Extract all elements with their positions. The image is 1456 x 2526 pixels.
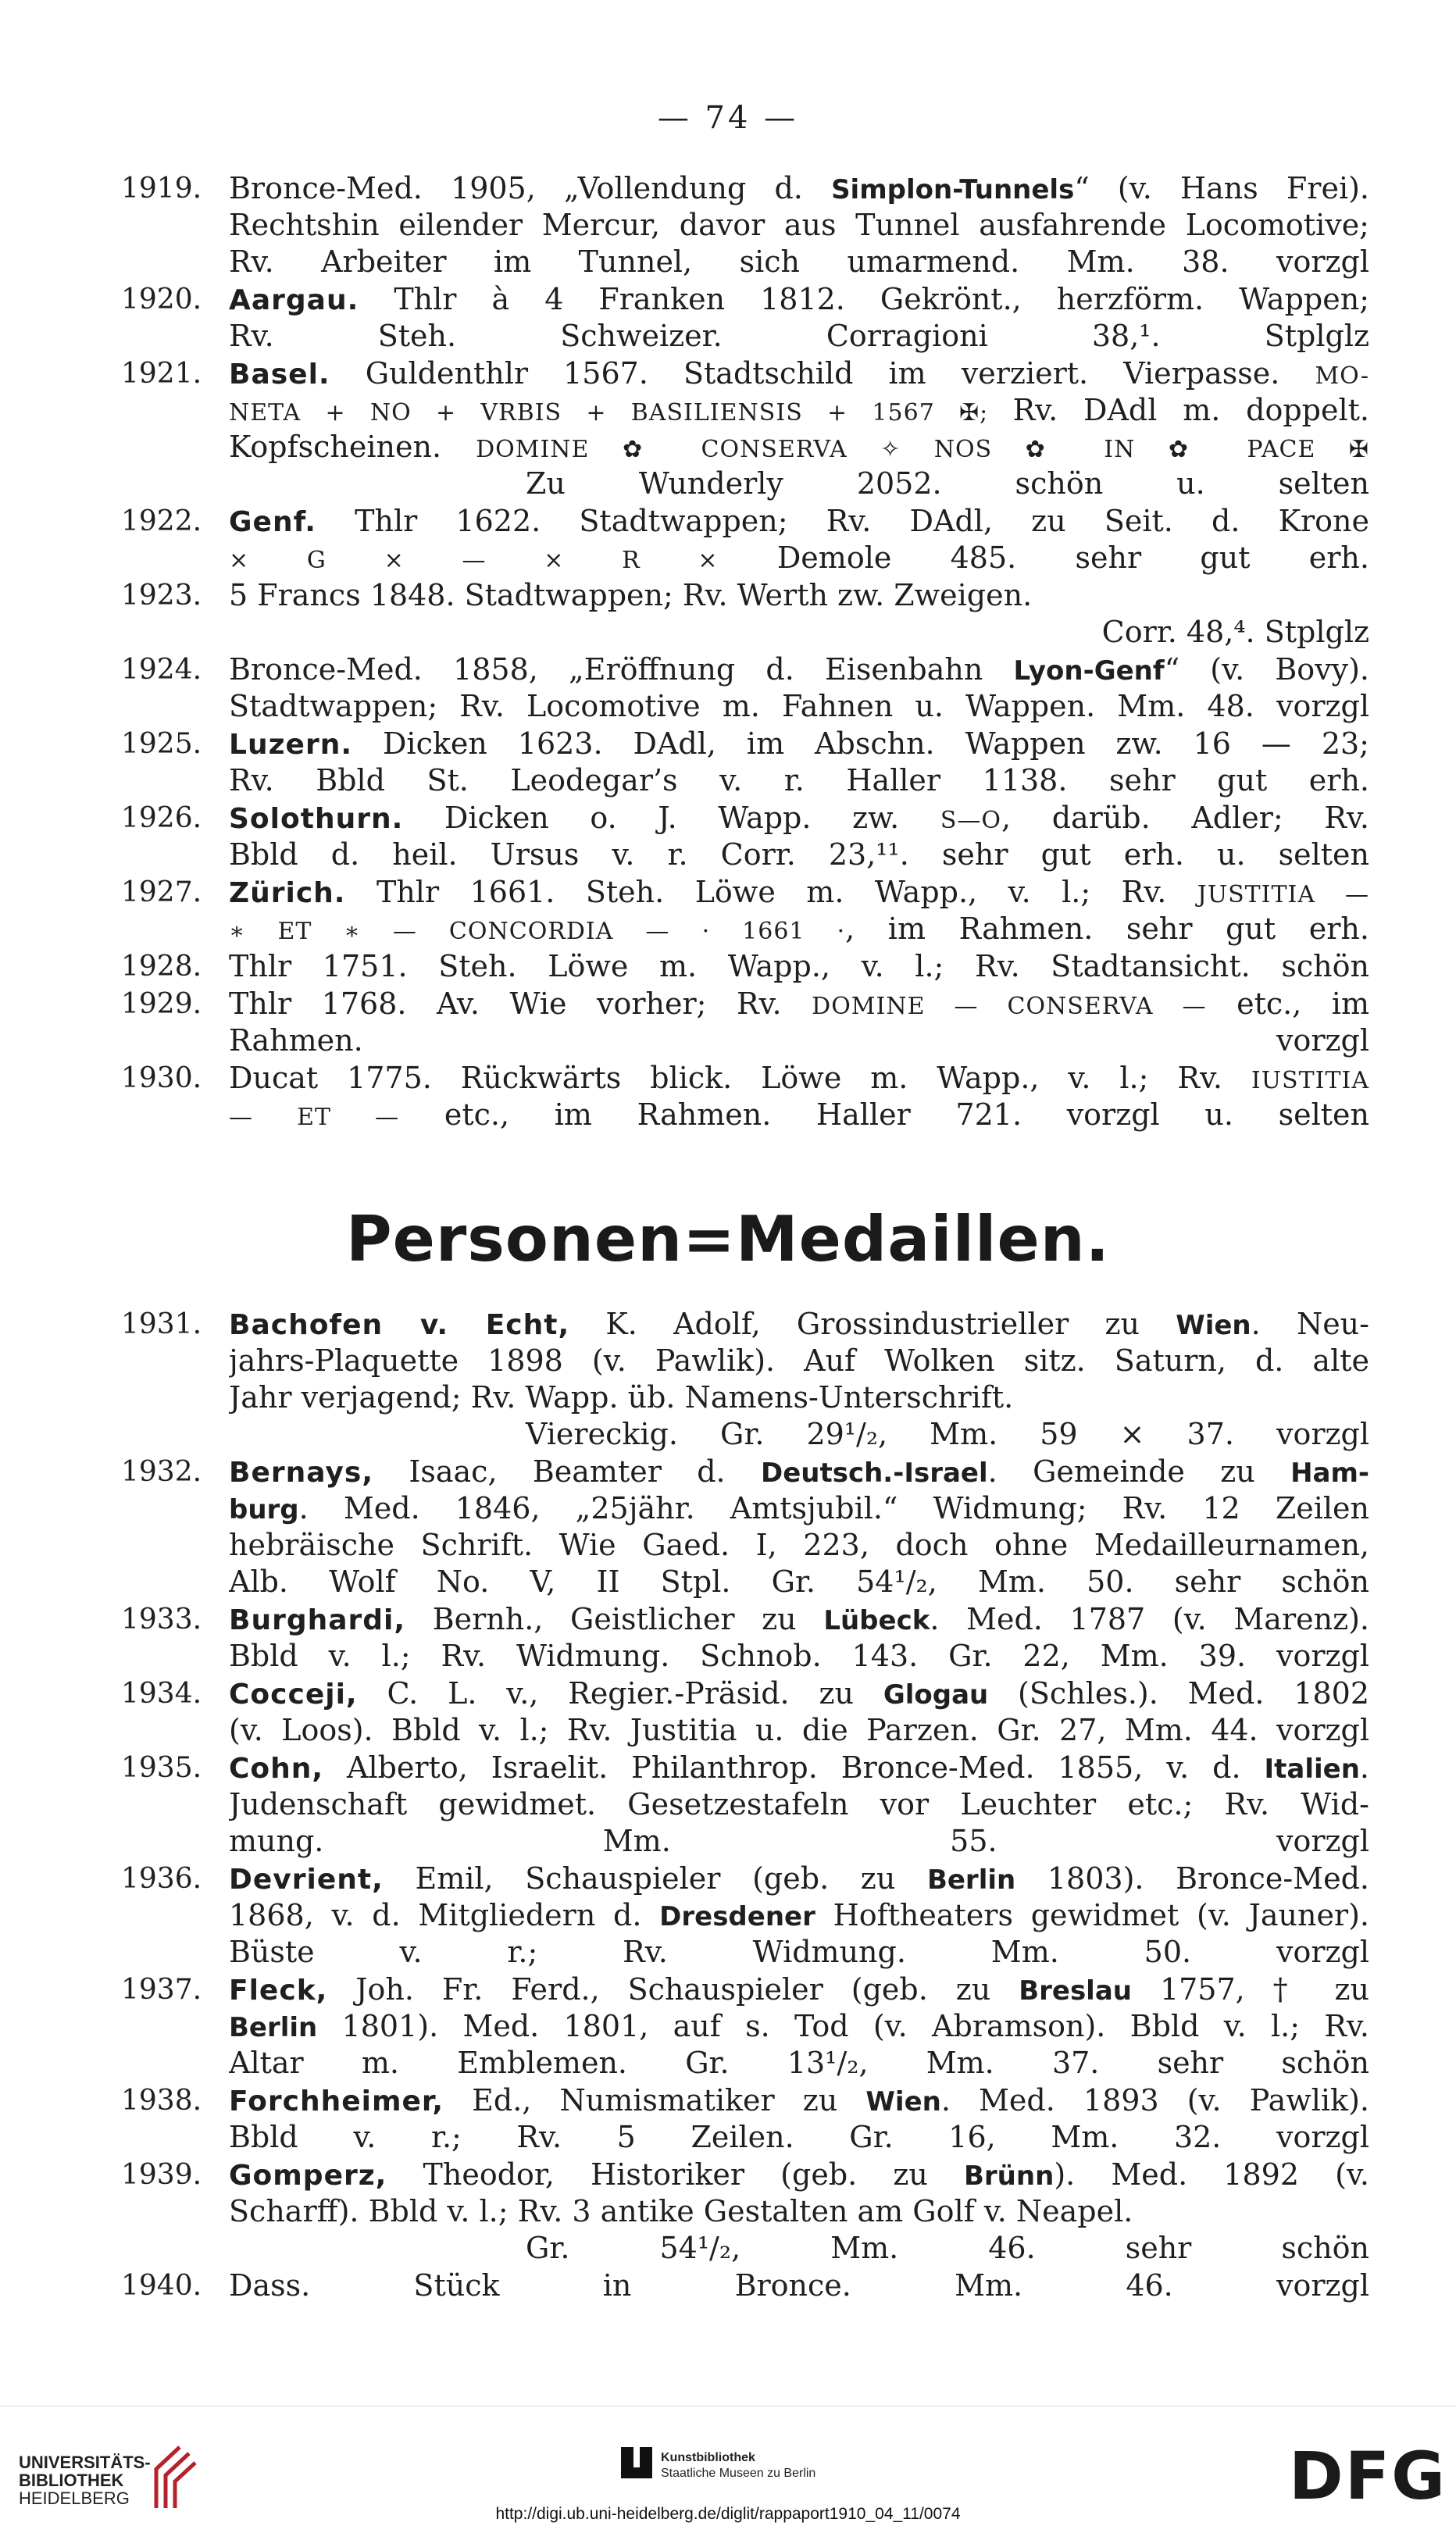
entry-segment: , darüb. Adler; Rv. — [1001, 801, 1369, 835]
entry-line — [229, 2267, 1369, 2304]
entry-number: 1924. — [121, 654, 202, 686]
entry-segment: Kopfscheinen. — [229, 430, 476, 464]
entry-number: 1932. — [121, 1456, 202, 1488]
entry-segment: Simplon-Tunnels — [831, 174, 1075, 205]
entry-text — [229, 800, 1369, 873]
entry-name: Bachofen v. Echt, — [229, 1309, 570, 1341]
entry-number: 1934. — [121, 1678, 202, 1710]
entry-number: 1938. — [121, 2085, 202, 2117]
entry-segment: Thlr 1751. Steh. Löwe m. Wapp., v. l.; Rv. Stadtansicht. schön — [229, 949, 1369, 983]
entry-tail: vorzgl — [1276, 1023, 1369, 1058]
entry-text — [229, 2082, 1369, 2156]
entry-text — [229, 874, 1369, 947]
entry-segment: . Neu- — [1251, 1307, 1369, 1341]
entry-segment: Viereckig. Gr. 29¹/₂, Mm. 59 × 37. vorzgl — [526, 1417, 1369, 1451]
entry-name: Burghardi, — [229, 1604, 406, 1636]
entry-line — [229, 726, 1369, 762]
entry-segment: etc., im — [1206, 986, 1369, 1021]
entry-line — [229, 207, 1369, 244]
entry-line — [229, 1343, 1369, 1379]
entry-line — [229, 1097, 1369, 1133]
entry-line — [229, 1601, 1369, 1638]
entry-line — [229, 1454, 1369, 1490]
entry-line — [229, 762, 1369, 799]
entry-number: 1936. — [121, 1863, 202, 1895]
entry-segment: 5 Francs 1848. Stadtwappen; Rv. Werth zw. Zweigen. — [229, 578, 1033, 612]
entry-segment: NETA + NO + VRBIS + BASILIENSIS + 1567 ✠; — [229, 399, 1013, 426]
entry-number: 1919. — [121, 173, 202, 205]
footer-bar — [0, 2406, 1456, 2526]
entry-number: 1937. — [121, 1974, 202, 2006]
entry-segment: Dass. Stück in Bronce. Mm. 46. vorzgl — [229, 2268, 1369, 2303]
entry-line — [229, 577, 1369, 614]
entry-line — [229, 1379, 1369, 1416]
entry-segment: × G × — × R × — [229, 547, 719, 574]
entry-text — [229, 1060, 1369, 1133]
entry-segment: . Med. 1893 (v. Pawlik). — [940, 2083, 1369, 2117]
entry-name: Devrient, — [229, 1864, 384, 1896]
entry-segment: Demole 485. sehr gut erh. — [718, 541, 1369, 575]
entry-segment: . — [1359, 1750, 1369, 1785]
entry-segment: Rv. Arbeiter im Tunnel, sich umarmend. Mm. 38. vorzgl — [229, 244, 1369, 279]
entry-line — [229, 355, 1369, 392]
entry-segment: JUSTITIA — — [1197, 881, 1369, 908]
entry-segment: Dicken o. J. Wapp. zw. — [403, 801, 940, 835]
entry-line — [229, 1306, 1369, 1343]
entry-segment: Thlr 1768. Av. Wie vorher; Rv. — [229, 986, 812, 1021]
kb-line-2: Staatliche Museen zu Berlin — [661, 2467, 816, 2480]
entry-line — [229, 2082, 1369, 2119]
entry-line — [229, 1564, 1369, 1600]
entry-line — [229, 1060, 1369, 1097]
entry-segment: . Gemeinde zu — [987, 1454, 1291, 1489]
entry-segment: 1868, v. d. Mitgliedern d. — [229, 1898, 660, 1932]
entry-line — [229, 1638, 1369, 1675]
entry-segment: Dresdener — [659, 1901, 815, 1932]
entry-segment: Italien — [1264, 1754, 1360, 1785]
entry-line — [229, 1823, 1369, 1860]
entry-number: 1923. — [121, 580, 202, 612]
entry-line — [229, 540, 1369, 576]
entry-line — [229, 2008, 1369, 2045]
entry-name: Zürich. — [229, 877, 346, 909]
entry-number: 1925. — [121, 728, 202, 760]
entry-name: Bernays, — [229, 1457, 373, 1489]
entry-name: Cohn, — [229, 1753, 324, 1785]
entry-segment: Bronce-Med. 1905, „Vollendung d. — [229, 171, 832, 205]
entry-segment: Ducat 1775. Rückwärts blick. Löwe m. Wapp., v. l.; Rv. — [229, 1061, 1251, 1095]
entry-number: 1931. — [121, 1308, 202, 1340]
entry-segment: Wien — [865, 2086, 941, 2117]
entry-segment: Bbld v. r.; Rv. 5 Zeilen. Gr. 16, Mm. 32. vorzgl — [229, 2120, 1369, 2154]
entry-text — [229, 170, 1369, 280]
ub-line-1: UNIVERSITÄTS- — [19, 2453, 151, 2472]
entry-segment: Rv. Bbld St. Leodegar’s v. r. Haller 1138. sehr gut erh. — [229, 763, 1369, 797]
ub-heidelberg-logo-icon — [148, 2438, 203, 2516]
entry-segment: Alb. Wolf No. V, II Stpl. Gr. 54¹/₂, Mm. 50. sehr schön — [229, 1564, 1369, 1599]
entry-segment: Emil, Schauspieler (geb. zu — [383, 1861, 927, 1896]
entry-number: 1930. — [121, 1062, 202, 1094]
entry-segment: Rahmen. — [229, 1023, 363, 1058]
entry-segment: Berlin — [229, 2012, 318, 2043]
entry-text — [229, 355, 1369, 502]
entry-segment: Ed., Numismatiker zu — [444, 2083, 866, 2117]
entry-text — [229, 1861, 1369, 1971]
entry-segment: mung. Mm. 55. vorzgl — [229, 1824, 1369, 1858]
section-heading: Personen=Medaillen. — [345, 1203, 1111, 1275]
entry-segment: Thlr à 4 Franken 1812. Gekrönt., herzförm. Wappen; — [359, 282, 1369, 316]
entry-line — [229, 874, 1369, 911]
ub-line-3: HEIDELBERG — [19, 2489, 130, 2508]
entry-line — [229, 1712, 1369, 1749]
entry-line — [229, 911, 1369, 947]
entry-segment: . Med. 1846, „25jähr. Amtsjubil.“ Widmung; Rv. 12 Zeilen — [298, 1491, 1369, 1525]
entry-text — [229, 726, 1369, 799]
entry-text — [229, 651, 1369, 725]
entry-segment: Gr. 54¹/₂, Mm. 46. sehr schön — [526, 2231, 1369, 2265]
entry-text — [229, 1601, 1369, 1675]
entry-text — [229, 986, 1369, 1059]
entry-line — [229, 1934, 1369, 1971]
entry-segment: 1801). Med. 1801, auf s. Tod (v. Abramson). Bbld v. l.; Rv. — [317, 2009, 1369, 2043]
entry-line — [229, 429, 1369, 466]
entry-segment: Guldenthlr 1567. Stadtschild im verziert. Vierpasse. — [330, 356, 1315, 391]
entry-segment: S—O — [940, 807, 1001, 834]
entry-line — [229, 244, 1369, 280]
entry-line — [229, 1786, 1369, 1823]
entry-line — [229, 1750, 1369, 1786]
entry-segment: (Schles.). Med. 1802 — [988, 1676, 1369, 1711]
entry-segment: Rechtshin eilender Mercur, davor aus Tunnel ausfahrende Locomotive; — [229, 208, 1369, 242]
entry-line — [229, 948, 1369, 985]
page-number: — 74 — — [657, 100, 799, 136]
entry-segment: burg — [229, 1494, 299, 1525]
entry-line — [229, 1490, 1369, 1527]
entry-segment: Jahr verjagend; Rv. Wapp. üb. Namens-Unterschrift. — [229, 1380, 1014, 1415]
entry-segment: Büste v. r.; Rv. Widmung. Mm. 50. vorzgl — [229, 1935, 1369, 1969]
entry-segment: Deutsch.-Israel — [760, 1457, 988, 1489]
entry-segment: Judenschaft gewidmet. Gesetzestafeln vor Leuchter etc.; Rv. Wid- — [229, 1787, 1369, 1821]
kb-line-1: Kunstbibliothek — [661, 2451, 755, 2464]
ub-heidelberg-logo-text[interactable] — [19, 2453, 151, 2507]
entry-segment: “ (v. Bovy). — [1164, 652, 1369, 687]
entry-name: Gomperz, — [229, 2160, 387, 2192]
kunstbibliothek-text — [661, 2450, 815, 2481]
entry-segment: 1757, † zu — [1132, 1972, 1369, 2007]
entry-text — [229, 281, 1369, 355]
entry-segment: Berlin — [926, 1864, 1016, 1896]
entry-segment: etc., im Rahmen. Haller 721. vorzgl u. selten — [399, 1097, 1369, 1132]
entry-segment: Hoftheaters gewidmet (v. Jauner). — [815, 1898, 1369, 1932]
entry-line — [229, 2045, 1369, 2082]
entry-segment: ). Med. 1892 (v. — [1054, 2157, 1369, 2192]
entry-text — [229, 1971, 1369, 2082]
entry-segment: Isaac, Beamter d. — [373, 1454, 761, 1489]
entry-segment: DOMINE — CONSERVA — — [812, 993, 1207, 1020]
entry-segment: Stadtwappen; Rv. Locomotive m. Fahnen u. Wappen. Mm. 48. vorzgl — [229, 689, 1369, 723]
entry-segment: Lyon-Genf — [1013, 655, 1165, 687]
entry-segment: “ (v. Hans Frei). — [1074, 171, 1369, 205]
ub-line-2: BIBLIOTHEK — [19, 2471, 124, 2490]
entry-segment: Brünn — [964, 2160, 1055, 2192]
entry-line — [229, 503, 1369, 540]
entry-line — [229, 2119, 1369, 2156]
entry-name: Luzern. — [229, 729, 352, 761]
entry-segment: , im Rahmen. sehr gut erh. — [845, 912, 1369, 946]
entry-line — [229, 1527, 1369, 1564]
entry-segment: Altar m. Emblemen. Gr. 13¹/₂, Mm. 37. sehr schön — [229, 2046, 1369, 2080]
entry-segment: Corr. 48,⁴. Stplglz — [1101, 615, 1369, 649]
entry-line — [229, 1416, 1369, 1453]
permalink-url[interactable]: http://digi.ub.uni-heidelberg.de/diglit/rappaport1910_04_11/0074 — [495, 2505, 961, 2523]
entry-segment: 1803). Bronce-Med. — [1015, 1861, 1369, 1896]
entry-segment: DOMINE ✿ CONSERVA ✧ NOS ✿ IN ✿ PACE ✠ — [476, 436, 1369, 463]
entry-segment: Breslau — [1019, 1975, 1132, 2007]
entry-segment: Glogau — [883, 1679, 989, 1711]
entry-line — [229, 1675, 1369, 1712]
entry-segment: Ham- — [1290, 1457, 1369, 1489]
entry-name: Genf. — [229, 506, 316, 538]
entry-segment: (v. Loos). Bbld v. l.; Rv. Justitia u. die Parzen. Gr. 27, Mm. 44. vorzgl — [229, 1713, 1369, 1747]
entry-segment: Thlr 1622. Stadtwappen; Rv. DAdl, zu Seit. d. Krone — [316, 504, 1369, 538]
entry-segment: ∗ ET ∗ — CONCORDIA — · 1661 · — [229, 918, 846, 945]
entry-number: 1940. — [121, 2270, 202, 2302]
entry-number: 1928. — [121, 951, 202, 983]
entry-line — [229, 986, 1369, 1022]
entry-number: 1926. — [121, 802, 202, 834]
entry-name: Forchheimer, — [229, 2085, 444, 2117]
entry-line — [229, 392, 1369, 429]
entry-text — [229, 1750, 1369, 1860]
entry-text — [229, 577, 1369, 651]
entry-text — [229, 1454, 1369, 1600]
entry-name: Cocceji, — [229, 1679, 358, 1711]
entry-segment: — ET — — [229, 1104, 400, 1131]
entry-segment: Wien — [1176, 1310, 1251, 1341]
entry-segment: Zu Wunderly 2052. schön u. selten — [526, 466, 1369, 501]
entry-number: 1922. — [121, 505, 202, 537]
entry-number: 1920. — [121, 284, 202, 316]
entry-number: 1929. — [121, 988, 202, 1020]
entry-line — [229, 2157, 1369, 2193]
entry-segment: Bbld d. heil. Ursus v. r. Corr. 23,¹¹. sehr gut erh. u. selten — [229, 837, 1369, 872]
entry-segment: jahrs-Plaquette 1898 (v. Pawlik). Auf Wolken sitz. Saturn, d. alte — [229, 1343, 1369, 1378]
entry-number: 1939. — [121, 2159, 202, 2191]
entry-name: Basel. — [229, 359, 330, 391]
entry-number: 1927. — [121, 876, 202, 908]
entry-name: Aargau. — [229, 284, 359, 316]
entry-text — [229, 1675, 1369, 1749]
entry-number: 1933. — [121, 1604, 202, 1636]
entry-segment: Rv. Steh. Schweizer. Corragioni 38,¹. Stplglz — [229, 319, 1369, 353]
entry-line — [229, 281, 1369, 318]
entry-segment: Rv. DAdl m. doppelt. — [1012, 393, 1369, 427]
dfg-logo[interactable]: DFG — [1289, 2438, 1447, 2514]
entry-line — [229, 2230, 1369, 2267]
kunstbibliothek-logo-icon — [621, 2447, 652, 2478]
entry-line — [229, 1861, 1369, 1897]
entry-segment: hebräische Schrift. Wie Gaed. I, 223, doch ohne Medailleurnamen, — [229, 1528, 1369, 1562]
entry-text — [229, 2267, 1369, 2304]
entry-segment: C. L. v., Regier.-Präsid. zu — [357, 1676, 883, 1711]
entry-number: 1935. — [121, 1752, 202, 1784]
entry-segment: K. Adolf, Grossindustrieller zu — [569, 1307, 1176, 1341]
entry-segment: Scharff). Bbld v. l.; Rv. 3 antike Gestalten am Golf v. Neapel. — [229, 2194, 1133, 2228]
entry-line — [229, 170, 1369, 207]
entry-line — [229, 1971, 1369, 2008]
entry-name: Fleck, — [229, 1975, 328, 2007]
entry-text — [229, 1306, 1369, 1453]
entry-segment: Lübeck — [823, 1605, 930, 1636]
entry-segment: IUSTITIA — [1251, 1067, 1369, 1094]
entry-line — [229, 1897, 1369, 1934]
entry-line — [229, 318, 1369, 355]
entry-segment: Dicken 1623. DAdl, im Abschn. Wappen zw. 16 — 23; — [352, 726, 1369, 761]
entry-segment: Bronce-Med. 1858, „Eröffnung d. Eisenbahn — [229, 652, 1014, 687]
entry-text — [229, 948, 1369, 985]
entry-segment: Joh. Fr. Ferd., Schauspieler (geb. zu — [327, 1972, 1019, 2007]
entry-line — [229, 2193, 1369, 2230]
entry-segment: Theodor, Historiker (geb. zu — [387, 2157, 964, 2192]
entry-line — [229, 837, 1369, 873]
entry-line — [229, 614, 1369, 651]
entry-line — [229, 651, 1369, 688]
entry-line — [229, 800, 1369, 837]
entry-line — [229, 466, 1369, 502]
entry-number: 1921. — [121, 358, 202, 390]
entry-segment: Bernh., Geistlicher zu — [405, 1602, 824, 1636]
entry-segment: . Med. 1787 (v. Marenz). — [930, 1602, 1369, 1636]
entry-segment: Thlr 1661. Steh. Löwe m. Wapp., v. l.; Rv. — [345, 875, 1197, 909]
entry-segment: Bbld v. l.; Rv. Widmung. Schnob. 143. Gr. 22, Mm. 39. vorzgl — [229, 1639, 1369, 1673]
entry-text — [229, 503, 1369, 576]
entry-name: Solothurn. — [229, 803, 404, 835]
entry-text — [229, 2157, 1369, 2267]
entry-segment: Alberto, Israelit. Philanthrop. Bronce-Med. 1855, v. d. — [323, 1750, 1265, 1785]
entry-segment: MO- — [1315, 362, 1369, 390]
entry-line — [229, 1022, 1369, 1059]
entry-line — [229, 688, 1369, 725]
